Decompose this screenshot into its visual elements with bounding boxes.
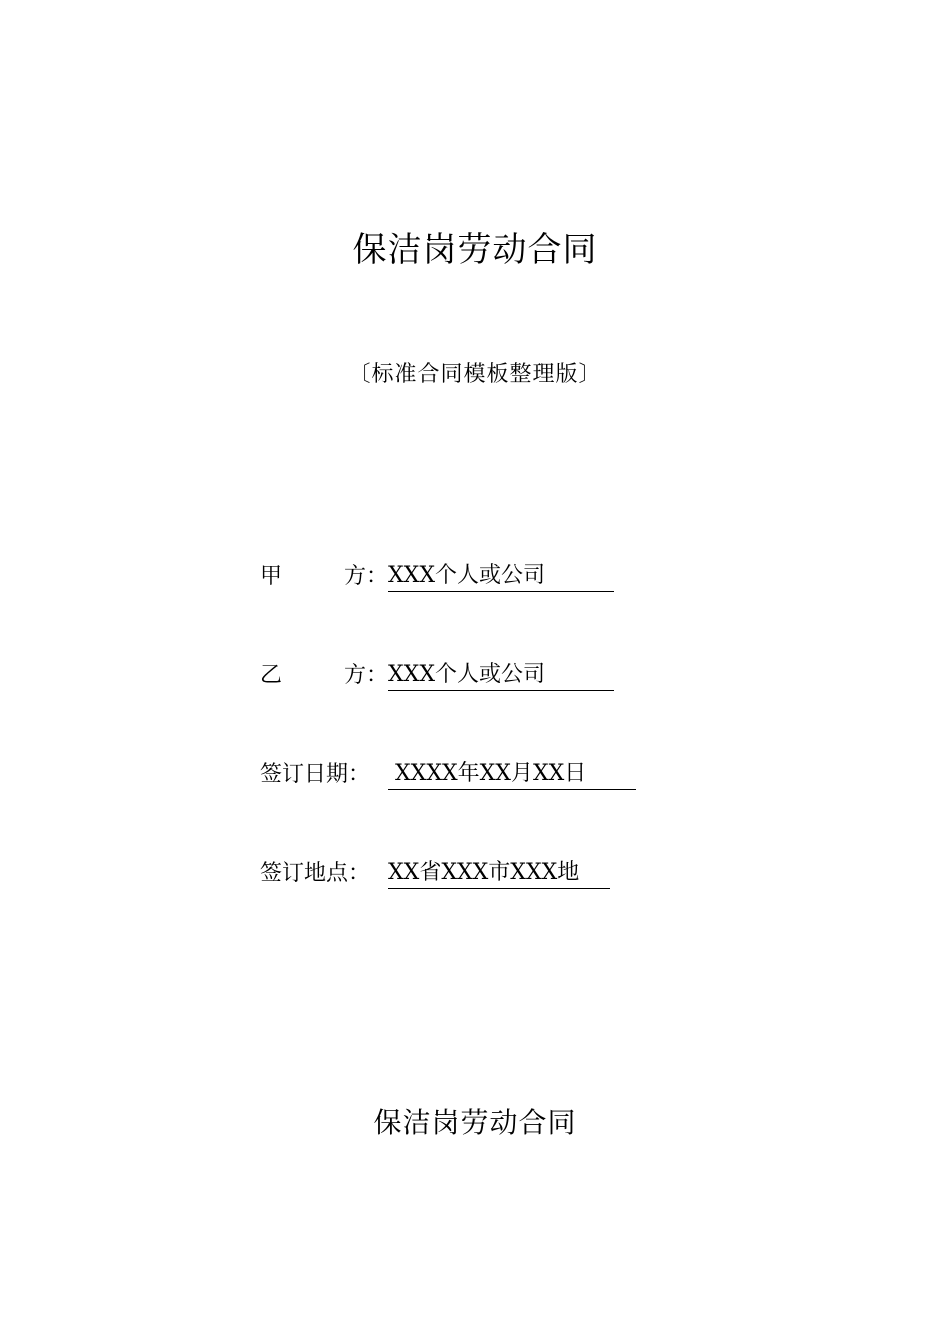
party-b-field — [260, 660, 614, 692]
signing-date-label: 签订日期： — [260, 762, 371, 787]
party-a-field — [260, 561, 614, 593]
party-b-label — [260, 660, 388, 692]
document-subtitle: 〔标准合同模板整理版〕 — [348, 362, 602, 387]
signing-date-value: XXXX年XX月XX日 — [388, 759, 636, 790]
party-b-label-char: 乙 — [260, 663, 283, 688]
party-b-label-suffix: 方： — [343, 663, 388, 688]
signing-date-field — [260, 759, 636, 791]
footer-title: 保洁岗劳动合同 — [373, 1106, 577, 1139]
party-a-label — [260, 561, 388, 593]
party-b-value: XXX个人或公司 — [388, 660, 614, 691]
signing-place-field — [260, 858, 610, 890]
document-title: 保洁岗劳动合同 — [352, 230, 598, 270]
party-a-label-suffix: 方： — [343, 564, 388, 589]
signing-place-label: 签订地点： — [260, 861, 371, 886]
party-a-label-char: 甲 — [260, 564, 283, 589]
signing-place-value: XX省XXX市XXX地 — [388, 858, 610, 889]
party-a-value: XXX个人或公司 — [388, 561, 614, 592]
